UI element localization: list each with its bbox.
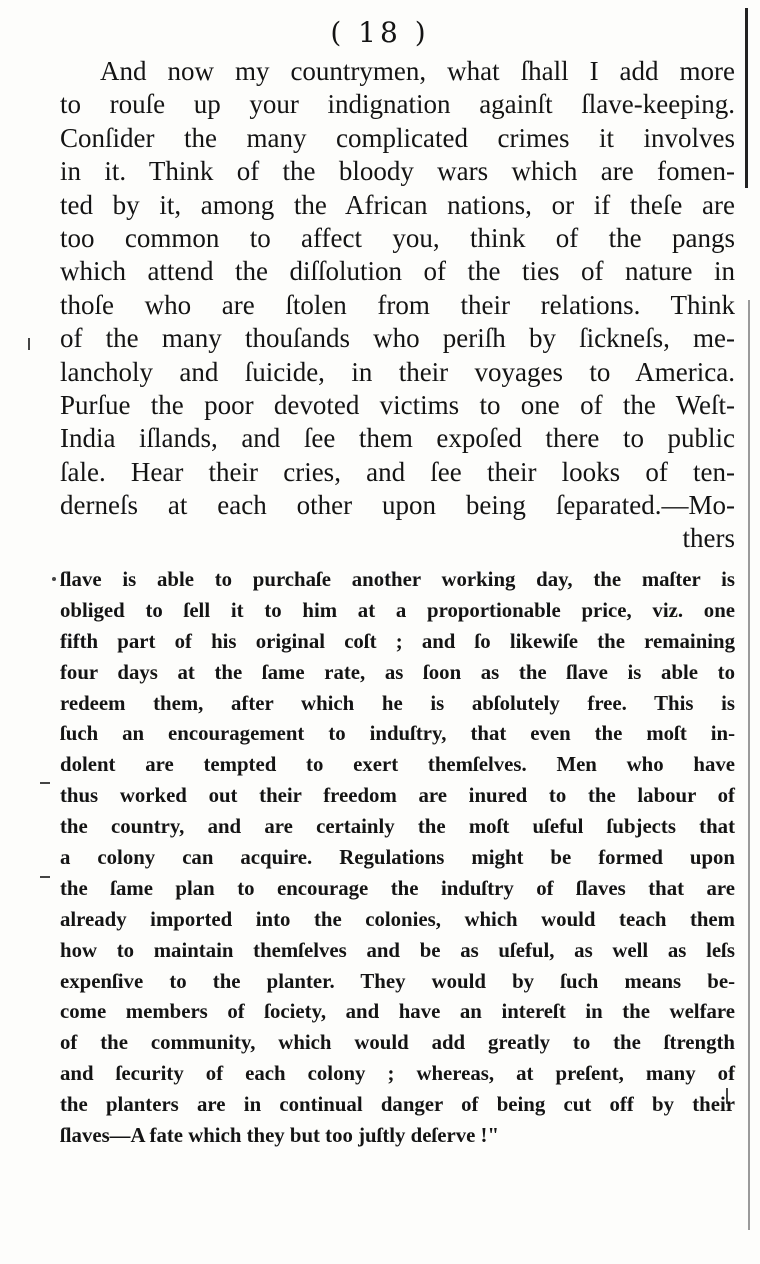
- footnote-line: redeem them, after which he is abſolutely free. This is: [60, 691, 735, 715]
- main-text-block: [60, 55, 735, 556]
- footnote-line: obliged to ſell it to him at a proportionable price, viz. one: [60, 598, 735, 622]
- text-line: Purſue the poor devoted victims to one of the Weſt-: [60, 389, 735, 420]
- footnote-line: dolent are tempted to exert themſelves. Men who have: [60, 753, 735, 777]
- print-speck: [52, 577, 56, 581]
- footnote-line: thus worked out their freedom are inured to the labour of: [60, 784, 735, 808]
- text-line: which attend the diſſolution of the ties of nature in: [60, 256, 735, 287]
- footnote-line: and ſecurity of each colony ; whereas, at preſent, many of: [60, 1062, 735, 1086]
- text-line: derneſs at each other upon being ſeparated.—Mo-: [60, 490, 735, 521]
- footnote-line: how to maintain themſelves and be as uſeful, as well as leſs: [60, 938, 735, 962]
- footnote-line: already imported into the colonies, which would teach them: [60, 907, 735, 931]
- footnote-line: ſlaves—A fate which they but too juſtly deſerve !": [60, 1124, 499, 1148]
- text-line: to rouſe up your indignation againſt ſlave-keeping.: [60, 89, 735, 120]
- footnote-line: come members of ſociety, and have an intereſt in the welfare: [60, 1000, 735, 1024]
- text-line: too common to affect you, think of the pangs: [60, 222, 735, 253]
- text-line: And now my countrymen, what ſhall I add more: [100, 56, 735, 86]
- text-line: in it. Think of the bloody wars which are fomen-: [60, 156, 735, 187]
- footnote-line: the country, and are certainly the moſt uſeful ſubjects that: [60, 815, 735, 839]
- footnote-line: the ſame plan to encourage the induſtry of ſlaves that are: [60, 876, 735, 900]
- page-number: ( 18 ): [330, 16, 430, 49]
- footnote-block: [60, 565, 735, 1152]
- print-speck: [40, 782, 50, 784]
- footnote-line: ſuch an encouragement to induſtry, that even the moſt in-: [60, 722, 735, 746]
- footnote-line: ſlave is able to purchaſe another working day, the maſter is: [60, 568, 735, 591]
- text-line: ted by it, among the African nations, or if theſe are: [60, 189, 735, 220]
- catchword: thers: [682, 523, 735, 554]
- page-edge-shadow: [748, 300, 750, 1230]
- text-line: India iſlands, and ſee them expoſed there to public: [60, 423, 735, 454]
- footnote-line: four days at the ſame rate, as ſoon as the ſlave is able to: [60, 660, 735, 684]
- footnote-line: the planters are in continual danger of being cut off by their: [60, 1093, 735, 1117]
- print-speck: [40, 876, 50, 878]
- print-speck: [28, 338, 30, 350]
- text-line: ſale. Hear their cries, and ſee their looks of ten-: [60, 456, 735, 487]
- footnote-line: a colony can acquire. Regulations might be formed upon: [60, 846, 735, 870]
- footnote-line: of the community, which would add greatly to the ſtrength: [60, 1031, 735, 1055]
- text-line: lancholy and ſuicide, in their voyages to America.: [60, 356, 735, 387]
- footnote-line: fifth part of his original coſt ; and ſo likewiſe the remaining: [60, 629, 735, 653]
- footnote-line: expenſive to the planter. They would by ſuch means be-: [60, 969, 735, 993]
- text-line: thoſe who are ſtolen from their relations. Think: [60, 289, 735, 320]
- text-line: Conſider the many complicated crimes it involves: [60, 122, 735, 153]
- text-line: of the many thouſands who periſh by ſickneſs, me-: [60, 323, 735, 354]
